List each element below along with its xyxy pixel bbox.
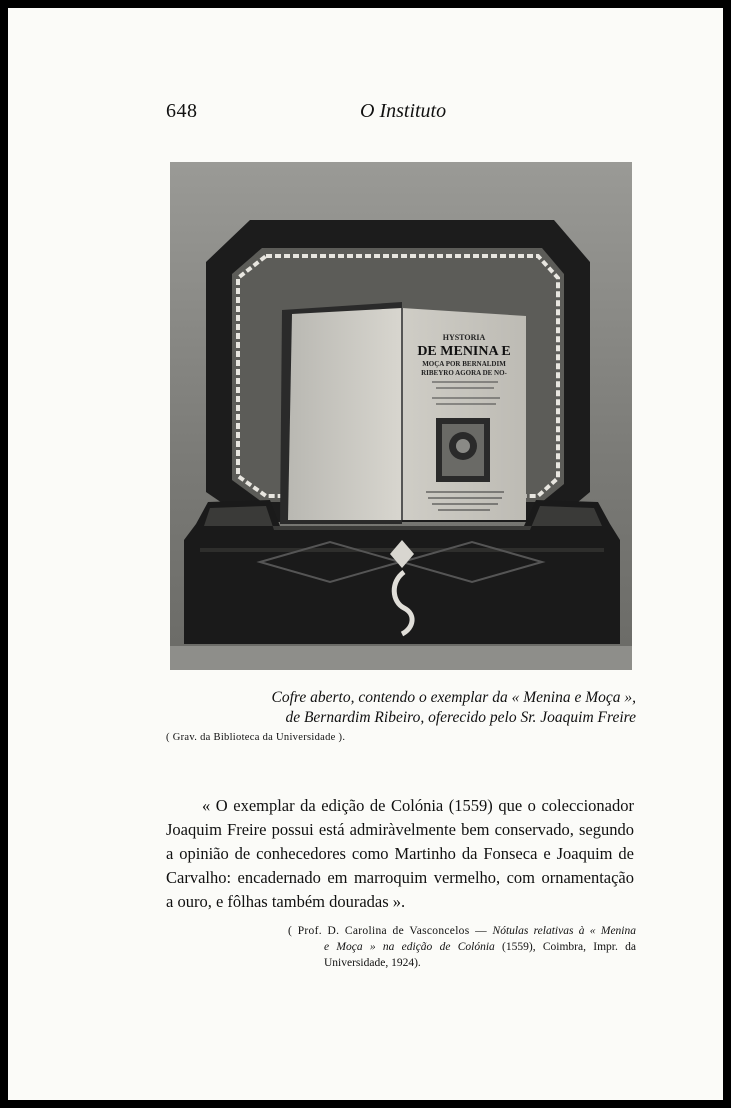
book-casket-photograph — [170, 162, 632, 670]
source-citation — [288, 923, 636, 971]
figure-caption — [166, 688, 636, 728]
book-title-line-3: MOÇA POR BERNALDIM — [422, 360, 506, 368]
citation-line-2 — [288, 939, 636, 955]
quote-line: a opinião de conhecedores como Martinho da Fonseca e Joaquim de — [166, 844, 634, 863]
caption-line-2: de Bernardim Ribeiro, oferecido pelo Sr. Joaquim Freire — [285, 709, 636, 726]
figure-credit: ( Grav. da Biblioteca da Universidade ). — [166, 732, 346, 743]
citation-title-a: Nótulas relativas à « Menina — [492, 925, 636, 937]
citation-imprint: (1559), Coimbra, Impr. da — [494, 941, 636, 953]
caption-line-1: Cofre aberto, contendo o exemplar da « Menina e Moça », — [271, 689, 636, 706]
book-title-line-4: RIBEYRO AGORA DE NO- — [421, 369, 507, 377]
quoted-paragraph — [166, 794, 634, 914]
citation-author: ( Prof. D. Carolina de Vasconcelos — — [288, 925, 493, 937]
quote-line: Carvalho: encadernado em marroquim vermelho, com ornamentação — [166, 868, 634, 887]
book-title-line-1: HYSTORIA — [442, 333, 486, 342]
book-title-line-2: DE MENINA E — [417, 344, 511, 359]
journal-title: O Instituto — [360, 100, 447, 122]
citation-title-b: e Moça » na edição de Colónia — [324, 941, 495, 953]
citation-line-1 — [288, 923, 636, 939]
quote-line: Joaquim Freire possui está admiràvelmente bem conservado, segundo — [166, 820, 634, 839]
page-number: 648 — [166, 100, 198, 122]
quote-line: « O exemplar da edição de Colónia (1559) que o coleccionador — [202, 796, 634, 815]
photograph-plate — [170, 162, 632, 670]
citation-line-3: Universidade, 1924). — [324, 957, 421, 969]
scanned-page — [8, 8, 723, 1100]
quote-line: a ouro, e fôlhas também douradas ». — [166, 892, 406, 911]
running-head — [8, 100, 723, 130]
